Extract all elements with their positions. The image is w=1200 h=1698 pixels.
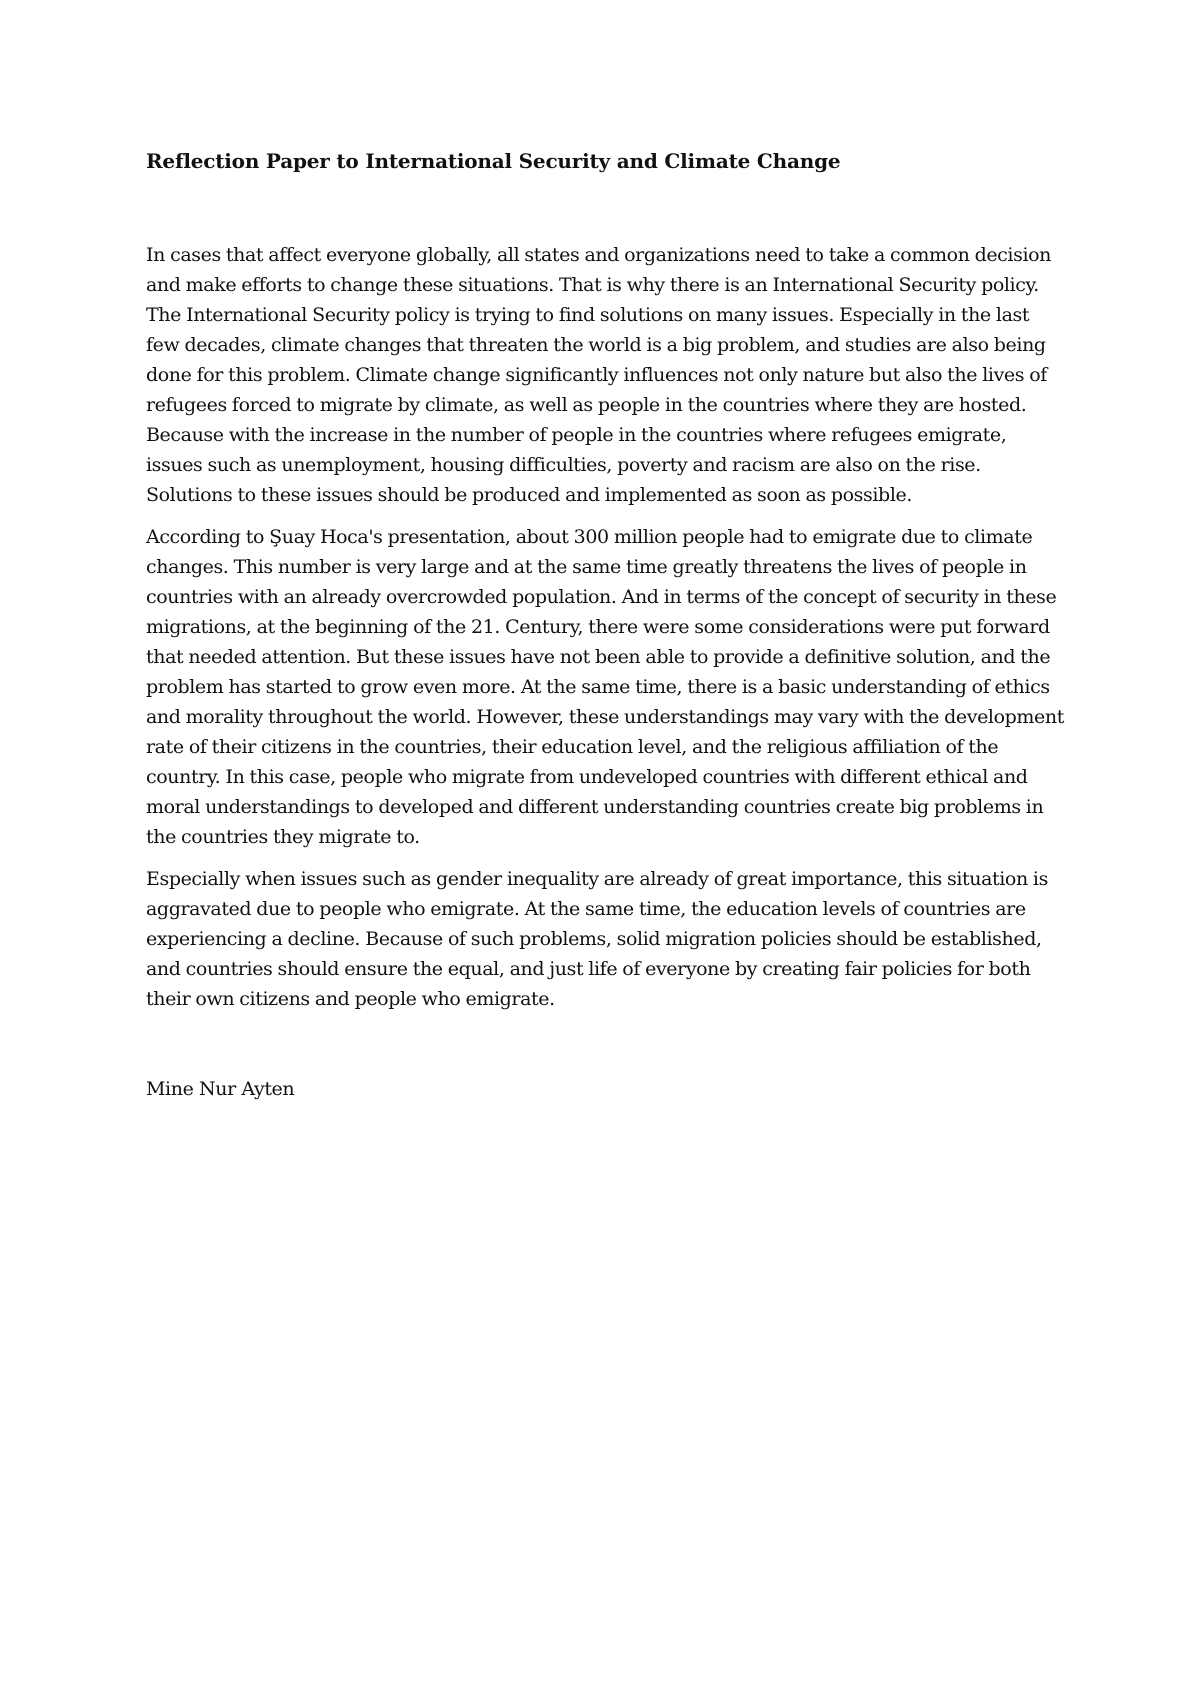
document-content bbox=[146, 146, 1066, 1104]
paragraph-3: Especially when issues such as gender inequality are already of great importance, this situation is aggravated due to people who emigrate. At the same time, the education levels of countries are experiencing a decline. Because of such problems, solid migration policies should be established, and countries should ensure the equal, and just life of everyone by creating fair policies for both their own citizens and people who emigrate. bbox=[146, 868, 1048, 1010]
author-name: Mine Nur Ayten bbox=[146, 1078, 295, 1100]
document-title: Reflection Paper to International Security and Climate Change bbox=[146, 149, 841, 173]
paragraph-1: In cases that affect everyone globally, all states and organizations need to take a common decision and make efforts to change these situations. That is why there is an International Security policy. The International Security policy is trying to find solutions on many issues. Especially in the last few decades, climate changes that threaten the world is a big problem, and studies are also being done for this problem. Climate change significantly influences not only nature but also the lives of refugees forced to migrate by climate, as well as people in the countries where they are hosted. Because with the increase in the number of people in the countries where refugees emigrate, issues such as unemployment, housing difficulties, poverty and racism are also on the rise. Solutions to these issues should be produced and implemented as soon as possible. bbox=[146, 244, 1052, 506]
paragraph-2: According to Şuay Hoca's presentation, about 300 million people had to emigrate due to climate changes. This number is very large and at the same time greatly threatens the lives of people in countries with an already overcrowded population. And in terms of the concept of security in these migrations, at the beginning of the 21. Century, there were some considerations were put forward that needed attention. But these issues have not been able to provide a definitive solution, and the problem has started to grow even more. At the same time, there is a basic understanding of ethics and morality throughout the world. However, these understandings may vary with the development rate of their citizens in the countries, their education level, and the religious affiliation of the country. In this case, people who migrate from undeveloped countries with different ethical and moral understandings to developed and different understanding countries create big problems in the countries they migrate to. bbox=[146, 526, 1064, 848]
document-body bbox=[146, 240, 1066, 1014]
